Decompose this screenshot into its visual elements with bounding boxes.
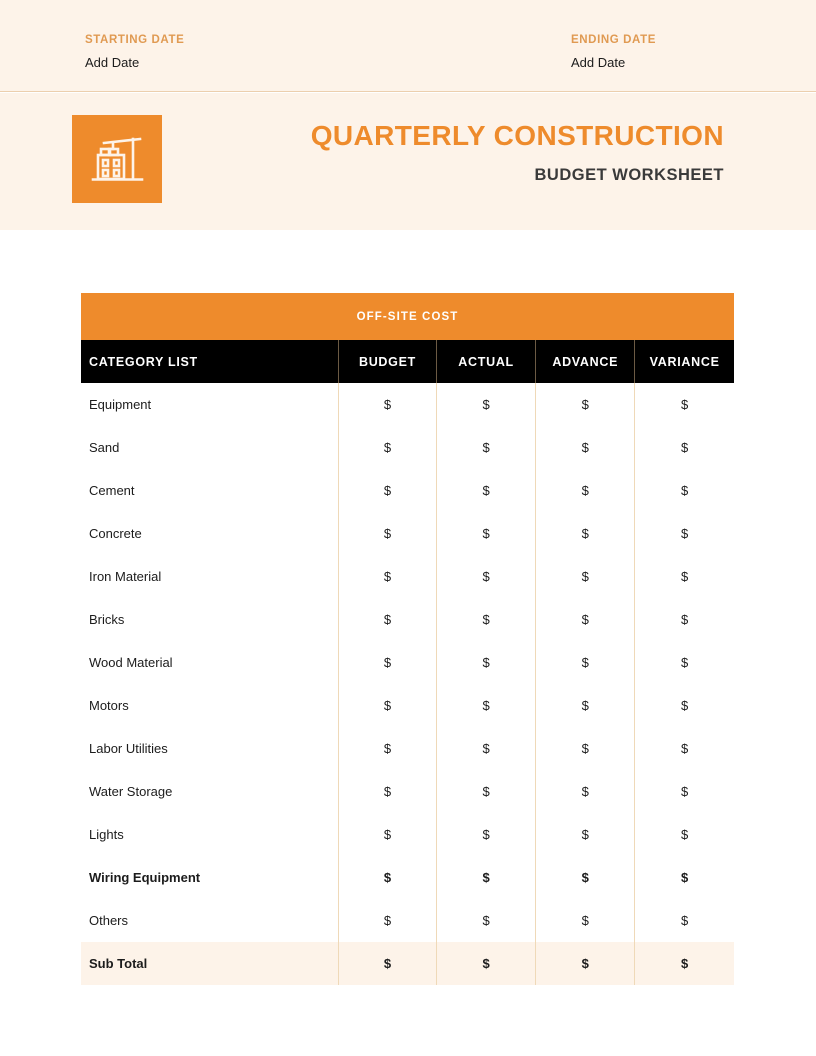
subtotal-actual[interactable]: $ bbox=[437, 942, 536, 985]
cell-variance[interactable]: $ bbox=[635, 856, 734, 899]
cell-actual[interactable]: $ bbox=[437, 469, 536, 512]
table-header-row bbox=[81, 340, 734, 383]
cell-category: Wood Material bbox=[81, 641, 338, 684]
cell-budget[interactable]: $ bbox=[338, 598, 436, 641]
table-row bbox=[81, 727, 734, 770]
cell-category: Cement bbox=[81, 469, 338, 512]
cell-actual[interactable]: $ bbox=[437, 426, 536, 469]
cell-variance[interactable]: $ bbox=[635, 383, 734, 426]
cell-category: Water Storage bbox=[81, 770, 338, 813]
column-header-variance: VARIANCE bbox=[635, 340, 734, 383]
ending-date-label: ENDING DATE bbox=[571, 34, 656, 46]
title-band bbox=[0, 93, 816, 230]
title-text-group bbox=[311, 119, 724, 185]
cell-category: Labor Utilities bbox=[81, 727, 338, 770]
starting-date-label: STARTING DATE bbox=[85, 34, 185, 46]
cell-actual[interactable]: $ bbox=[437, 727, 536, 770]
ending-date-input[interactable]: Add Date bbox=[571, 55, 626, 70]
column-header-category: CATEGORY LIST bbox=[81, 340, 338, 383]
cell-actual[interactable]: $ bbox=[437, 899, 536, 942]
starting-date-block bbox=[85, 33, 184, 71]
cell-advance[interactable]: $ bbox=[536, 426, 635, 469]
subtotal-label: Sub Total bbox=[81, 942, 338, 985]
cell-budget[interactable]: $ bbox=[338, 813, 436, 856]
cell-variance[interactable]: $ bbox=[635, 555, 734, 598]
cell-actual[interactable]: $ bbox=[437, 555, 536, 598]
cell-budget[interactable]: $ bbox=[338, 641, 436, 684]
cell-category: Sand bbox=[81, 426, 338, 469]
cell-budget[interactable]: $ bbox=[338, 469, 436, 512]
cell-actual[interactable]: $ bbox=[437, 770, 536, 813]
cell-category: Wiring Equipment bbox=[81, 856, 338, 899]
cell-advance[interactable]: $ bbox=[536, 383, 635, 426]
table-row bbox=[81, 899, 734, 942]
budget-table-wrap bbox=[81, 293, 734, 985]
cell-category: Bricks bbox=[81, 598, 338, 641]
cell-budget[interactable]: $ bbox=[338, 770, 436, 813]
budget-table bbox=[81, 340, 734, 985]
cell-category: Lights bbox=[81, 813, 338, 856]
cell-category: Equipment bbox=[81, 383, 338, 426]
cell-advance[interactable]: $ bbox=[536, 727, 635, 770]
ending-date-block bbox=[571, 33, 656, 71]
cell-budget[interactable]: $ bbox=[338, 383, 436, 426]
table-row bbox=[81, 813, 734, 856]
page-title: QUARTERLY CONSTRUCTION bbox=[310, 120, 724, 151]
cell-budget[interactable]: $ bbox=[338, 856, 436, 899]
table-row bbox=[81, 641, 734, 684]
cell-advance[interactable]: $ bbox=[536, 684, 635, 727]
cell-variance[interactable]: $ bbox=[635, 813, 734, 856]
cell-budget[interactable]: $ bbox=[338, 512, 436, 555]
subtotal-budget[interactable]: $ bbox=[338, 942, 436, 985]
subtotal-row bbox=[81, 942, 734, 985]
cell-variance[interactable]: $ bbox=[635, 684, 734, 727]
cell-advance[interactable]: $ bbox=[536, 856, 635, 899]
cell-actual[interactable]: $ bbox=[437, 383, 536, 426]
cell-advance[interactable]: $ bbox=[536, 555, 635, 598]
cell-actual[interactable]: $ bbox=[437, 684, 536, 727]
cell-actual[interactable]: $ bbox=[437, 813, 536, 856]
cell-category: Others bbox=[81, 899, 338, 942]
cell-variance[interactable]: $ bbox=[635, 512, 734, 555]
cell-variance[interactable]: $ bbox=[635, 641, 734, 684]
column-header-actual: ACTUAL bbox=[437, 340, 536, 383]
table-row bbox=[81, 555, 734, 598]
cell-advance[interactable]: $ bbox=[536, 512, 635, 555]
cell-advance[interactable]: $ bbox=[536, 641, 635, 684]
off-site-cost-banner bbox=[81, 293, 734, 340]
cell-variance[interactable]: $ bbox=[635, 426, 734, 469]
table-row bbox=[81, 383, 734, 426]
cell-variance[interactable]: $ bbox=[635, 899, 734, 942]
table-row bbox=[81, 512, 734, 555]
cell-advance[interactable]: $ bbox=[536, 899, 635, 942]
cell-variance[interactable]: $ bbox=[635, 469, 734, 512]
table-row bbox=[81, 856, 734, 899]
table-body bbox=[81, 383, 734, 985]
banner-label: OFF-SITE COST bbox=[356, 310, 459, 323]
column-header-budget: BUDGET bbox=[338, 340, 436, 383]
cell-advance[interactable]: $ bbox=[536, 813, 635, 856]
cell-variance[interactable]: $ bbox=[635, 598, 734, 641]
cell-advance[interactable]: $ bbox=[536, 598, 635, 641]
cell-budget[interactable]: $ bbox=[338, 684, 436, 727]
subtotal-advance[interactable]: $ bbox=[536, 942, 635, 985]
cell-category: Motors bbox=[81, 684, 338, 727]
cell-advance[interactable]: $ bbox=[536, 770, 635, 813]
cell-category: Concrete bbox=[81, 512, 338, 555]
cell-actual[interactable]: $ bbox=[437, 512, 536, 555]
cell-actual[interactable]: $ bbox=[437, 598, 536, 641]
dates-band bbox=[0, 0, 816, 92]
table-row bbox=[81, 469, 734, 512]
subtotal-variance[interactable]: $ bbox=[635, 942, 734, 985]
cell-variance[interactable]: $ bbox=[635, 770, 734, 813]
cell-budget[interactable]: $ bbox=[338, 426, 436, 469]
cell-budget[interactable]: $ bbox=[338, 727, 436, 770]
cell-actual[interactable]: $ bbox=[437, 641, 536, 684]
logo-tile bbox=[72, 115, 162, 203]
cell-advance[interactable]: $ bbox=[536, 469, 635, 512]
starting-date-input[interactable]: Add Date bbox=[85, 55, 140, 70]
table-row bbox=[81, 770, 734, 813]
cell-actual[interactable]: $ bbox=[437, 856, 536, 899]
cell-variance[interactable]: $ bbox=[635, 727, 734, 770]
cell-category: Iron Material bbox=[81, 555, 338, 598]
column-header-advance: ADVANCE bbox=[536, 340, 635, 383]
table-row bbox=[81, 598, 734, 641]
table-row bbox=[81, 426, 734, 469]
page-subtitle: BUDGET WORKSHEET bbox=[534, 166, 724, 184]
table-head bbox=[81, 340, 734, 383]
table-row bbox=[81, 684, 734, 727]
cell-budget[interactable]: $ bbox=[338, 555, 436, 598]
construction-crane-building-icon bbox=[88, 131, 146, 187]
cell-budget[interactable]: $ bbox=[338, 899, 436, 942]
